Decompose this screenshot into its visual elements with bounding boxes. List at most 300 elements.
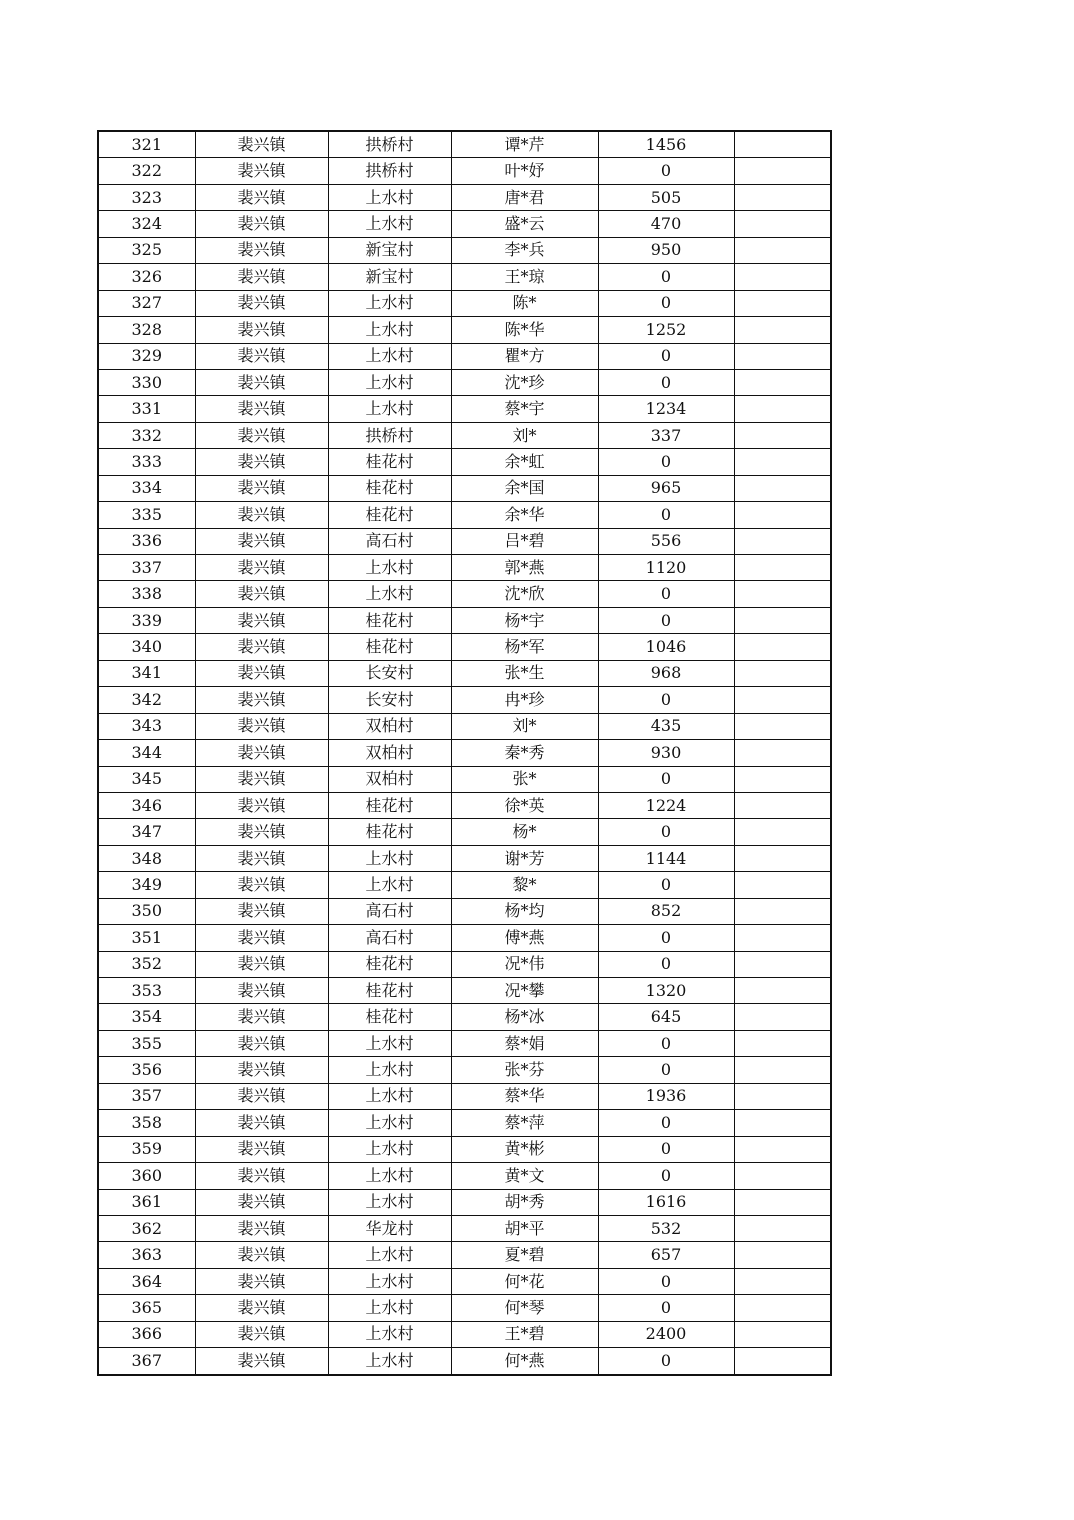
town-cell: 裴兴镇 [195, 1136, 328, 1162]
name-cell: 蔡*娟 [451, 1030, 598, 1056]
town-cell: 裴兴镇 [195, 687, 328, 713]
serial-number-cell: 360 [98, 1163, 195, 1189]
name-cell: 黄*文 [451, 1163, 598, 1189]
village-cell: 双柏村 [328, 713, 451, 739]
town-cell: 裴兴镇 [195, 290, 328, 316]
amount-cell: 0 [598, 925, 734, 951]
amount-cell: 470 [598, 211, 734, 237]
name-cell: 蔡*萍 [451, 1110, 598, 1136]
amount-cell: 0 [598, 449, 734, 475]
serial-number-cell: 353 [98, 978, 195, 1004]
name-cell: 谭*芹 [451, 131, 598, 158]
amount-cell: 2400 [598, 1321, 734, 1347]
serial-number-cell: 324 [98, 211, 195, 237]
note-cell [734, 1110, 831, 1136]
table-row [98, 1348, 831, 1375]
table-row [98, 422, 831, 448]
amount-cell: 0 [598, 1136, 734, 1162]
name-cell: 徐*英 [451, 792, 598, 818]
village-cell: 桂花村 [328, 475, 451, 501]
village-cell: 上水村 [328, 1136, 451, 1162]
amount-cell: 930 [598, 740, 734, 766]
amount-cell: 0 [598, 1110, 734, 1136]
serial-number-cell: 365 [98, 1295, 195, 1321]
table-row [98, 872, 831, 898]
serial-number-cell: 327 [98, 290, 195, 316]
name-cell: 叶*妤 [451, 158, 598, 184]
village-cell: 新宝村 [328, 237, 451, 263]
serial-number-cell: 346 [98, 792, 195, 818]
name-cell: 瞿*方 [451, 343, 598, 369]
amount-cell: 1120 [598, 555, 734, 581]
table-row [98, 158, 831, 184]
serial-number-cell: 347 [98, 819, 195, 845]
serial-number-cell: 338 [98, 581, 195, 607]
town-cell: 裴兴镇 [195, 1163, 328, 1189]
note-cell [734, 343, 831, 369]
town-cell: 裴兴镇 [195, 396, 328, 422]
serial-number-cell: 355 [98, 1030, 195, 1056]
amount-cell: 1234 [598, 396, 734, 422]
amount-cell: 0 [598, 819, 734, 845]
village-cell: 上水村 [328, 1268, 451, 1294]
serial-number-cell: 321 [98, 131, 195, 158]
village-cell: 拱桥村 [328, 422, 451, 448]
village-cell: 双柏村 [328, 766, 451, 792]
note-cell [734, 1163, 831, 1189]
note-cell [734, 978, 831, 1004]
serial-number-cell: 341 [98, 660, 195, 686]
table-row [98, 792, 831, 818]
village-cell: 桂花村 [328, 792, 451, 818]
town-cell: 裴兴镇 [195, 1321, 328, 1347]
village-cell: 高石村 [328, 925, 451, 951]
note-cell [734, 1030, 831, 1056]
village-cell: 上水村 [328, 369, 451, 395]
town-cell: 裴兴镇 [195, 740, 328, 766]
town-cell: 裴兴镇 [195, 343, 328, 369]
table-row [98, 131, 831, 158]
serial-number-cell: 332 [98, 422, 195, 448]
note-cell [734, 1295, 831, 1321]
village-cell: 桂花村 [328, 634, 451, 660]
table-row [98, 634, 831, 660]
town-cell: 裴兴镇 [195, 475, 328, 501]
note-cell [734, 1004, 831, 1030]
amount-cell: 1936 [598, 1083, 734, 1109]
table-row [98, 713, 831, 739]
name-cell: 黎* [451, 872, 598, 898]
serial-number-cell: 349 [98, 872, 195, 898]
serial-number-cell: 354 [98, 1004, 195, 1030]
note-cell [734, 237, 831, 263]
note-cell [734, 528, 831, 554]
amount-cell: 968 [598, 660, 734, 686]
amount-cell: 1320 [598, 978, 734, 1004]
town-cell: 裴兴镇 [195, 1242, 328, 1268]
town-cell: 裴兴镇 [195, 184, 328, 210]
table-row [98, 925, 831, 951]
note-cell [734, 396, 831, 422]
village-cell: 上水村 [328, 290, 451, 316]
serial-number-cell: 331 [98, 396, 195, 422]
note-cell [734, 766, 831, 792]
table-row [98, 528, 831, 554]
name-cell: 杨*宇 [451, 607, 598, 633]
serial-number-cell: 363 [98, 1242, 195, 1268]
table-row [98, 475, 831, 501]
note-cell [734, 1242, 831, 1268]
village-cell: 上水村 [328, 211, 451, 237]
name-cell: 况*伟 [451, 951, 598, 977]
name-cell: 冉*珍 [451, 687, 598, 713]
amount-cell: 505 [598, 184, 734, 210]
table-row [98, 1136, 831, 1162]
note-cell [734, 502, 831, 528]
serial-number-cell: 329 [98, 343, 195, 369]
note-cell [734, 872, 831, 898]
table-row [98, 1057, 831, 1083]
serial-number-cell: 350 [98, 898, 195, 924]
town-cell: 裴兴镇 [195, 317, 328, 343]
village-cell: 桂花村 [328, 502, 451, 528]
town-cell: 裴兴镇 [195, 792, 328, 818]
village-cell: 上水村 [328, 317, 451, 343]
town-cell: 裴兴镇 [195, 845, 328, 871]
amount-cell: 0 [598, 581, 734, 607]
village-cell: 上水村 [328, 1348, 451, 1375]
village-cell: 桂花村 [328, 449, 451, 475]
table-row [98, 264, 831, 290]
note-cell [734, 184, 831, 210]
table-row [98, 1163, 831, 1189]
town-cell: 裴兴镇 [195, 1295, 328, 1321]
note-cell [734, 158, 831, 184]
village-cell: 上水村 [328, 872, 451, 898]
serial-number-cell: 344 [98, 740, 195, 766]
village-cell: 上水村 [328, 1295, 451, 1321]
town-cell: 裴兴镇 [195, 1110, 328, 1136]
note-cell [734, 634, 831, 660]
amount-cell: 0 [598, 766, 734, 792]
serial-number-cell: 367 [98, 1348, 195, 1375]
village-cell: 上水村 [328, 555, 451, 581]
note-cell [734, 422, 831, 448]
amount-cell: 0 [598, 158, 734, 184]
table-row [98, 819, 831, 845]
town-cell: 裴兴镇 [195, 422, 328, 448]
name-cell: 张*生 [451, 660, 598, 686]
serial-number-cell: 322 [98, 158, 195, 184]
amount-cell: 1224 [598, 792, 734, 818]
note-cell [734, 819, 831, 845]
note-cell [734, 951, 831, 977]
name-cell: 李*兵 [451, 237, 598, 263]
amount-cell: 435 [598, 713, 734, 739]
name-cell: 沈*欣 [451, 581, 598, 607]
note-cell [734, 317, 831, 343]
amount-cell: 0 [598, 290, 734, 316]
table-row [98, 290, 831, 316]
serial-number-cell: 345 [98, 766, 195, 792]
amount-cell: 0 [598, 343, 734, 369]
note-cell [734, 713, 831, 739]
serial-number-cell: 330 [98, 369, 195, 395]
note-cell [734, 898, 831, 924]
serial-number-cell: 325 [98, 237, 195, 263]
serial-number-cell: 336 [98, 528, 195, 554]
amount-cell: 0 [598, 264, 734, 290]
amount-cell: 1046 [598, 634, 734, 660]
serial-number-cell: 343 [98, 713, 195, 739]
town-cell: 裴兴镇 [195, 898, 328, 924]
serial-number-cell: 340 [98, 634, 195, 660]
amount-cell: 0 [598, 1348, 734, 1375]
name-cell: 蔡*华 [451, 1083, 598, 1109]
amount-cell: 0 [598, 1030, 734, 1056]
note-cell [734, 131, 831, 158]
amount-cell: 1616 [598, 1189, 734, 1215]
note-cell [734, 1136, 831, 1162]
name-cell: 蔡*宇 [451, 396, 598, 422]
town-cell: 裴兴镇 [195, 449, 328, 475]
town-cell: 裴兴镇 [195, 660, 328, 686]
serial-number-cell: 362 [98, 1215, 195, 1241]
note-cell [734, 475, 831, 501]
table-body [98, 131, 831, 1375]
name-cell: 刘* [451, 713, 598, 739]
note-cell [734, 1268, 831, 1294]
town-cell: 裴兴镇 [195, 1189, 328, 1215]
serial-number-cell: 337 [98, 555, 195, 581]
name-cell: 王*琼 [451, 264, 598, 290]
village-cell: 上水村 [328, 1030, 451, 1056]
amount-cell: 645 [598, 1004, 734, 1030]
village-cell: 桂花村 [328, 951, 451, 977]
table-row [98, 898, 831, 924]
name-cell: 杨*冰 [451, 1004, 598, 1030]
village-cell: 上水村 [328, 1083, 451, 1109]
serial-number-cell: 334 [98, 475, 195, 501]
village-cell: 上水村 [328, 581, 451, 607]
town-cell: 裴兴镇 [195, 1268, 328, 1294]
town-cell: 裴兴镇 [195, 925, 328, 951]
village-cell: 桂花村 [328, 607, 451, 633]
amount-cell: 0 [598, 1057, 734, 1083]
town-cell: 裴兴镇 [195, 872, 328, 898]
village-cell: 桂花村 [328, 978, 451, 1004]
town-cell: 裴兴镇 [195, 502, 328, 528]
amount-cell: 556 [598, 528, 734, 554]
note-cell [734, 264, 831, 290]
village-cell: 桂花村 [328, 819, 451, 845]
name-cell: 陈*华 [451, 317, 598, 343]
name-cell: 盛*云 [451, 211, 598, 237]
serial-number-cell: 326 [98, 264, 195, 290]
amount-cell: 532 [598, 1215, 734, 1241]
amount-cell: 1456 [598, 131, 734, 158]
village-cell: 新宝村 [328, 264, 451, 290]
serial-number-cell: 342 [98, 687, 195, 713]
village-cell: 上水村 [328, 1110, 451, 1136]
town-cell: 裴兴镇 [195, 1004, 328, 1030]
town-cell: 裴兴镇 [195, 951, 328, 977]
amount-cell: 0 [598, 1295, 734, 1321]
name-cell: 郭*燕 [451, 555, 598, 581]
amount-cell: 0 [598, 369, 734, 395]
village-cell: 高石村 [328, 528, 451, 554]
serial-number-cell: 359 [98, 1136, 195, 1162]
town-cell: 裴兴镇 [195, 1057, 328, 1083]
amount-cell: 950 [598, 237, 734, 263]
serial-number-cell: 361 [98, 1189, 195, 1215]
name-cell: 秦*秀 [451, 740, 598, 766]
town-cell: 裴兴镇 [195, 555, 328, 581]
name-cell: 傅*燕 [451, 925, 598, 951]
note-cell [734, 1083, 831, 1109]
name-cell: 吕*碧 [451, 528, 598, 554]
note-cell [734, 740, 831, 766]
amount-cell: 852 [598, 898, 734, 924]
table-row [98, 1268, 831, 1294]
note-cell [734, 607, 831, 633]
table-row [98, 607, 831, 633]
table-row [98, 740, 831, 766]
village-cell: 拱桥村 [328, 158, 451, 184]
note-cell [734, 1215, 831, 1241]
serial-number-cell: 339 [98, 607, 195, 633]
town-cell: 裴兴镇 [195, 607, 328, 633]
amount-cell: 0 [598, 502, 734, 528]
serial-number-cell: 358 [98, 1110, 195, 1136]
serial-number-cell: 364 [98, 1268, 195, 1294]
note-cell [734, 555, 831, 581]
table-row [98, 1004, 831, 1030]
table-row [98, 502, 831, 528]
note-cell [734, 845, 831, 871]
town-cell: 裴兴镇 [195, 713, 328, 739]
table-row [98, 1189, 831, 1215]
serial-number-cell: 323 [98, 184, 195, 210]
amount-cell: 1144 [598, 845, 734, 871]
village-cell: 拱桥村 [328, 131, 451, 158]
name-cell: 谢*芳 [451, 845, 598, 871]
town-cell: 裴兴镇 [195, 528, 328, 554]
table-row [98, 1215, 831, 1241]
name-cell: 余*虹 [451, 449, 598, 475]
village-cell: 上水村 [328, 1242, 451, 1268]
table-row [98, 555, 831, 581]
name-cell: 沈*珍 [451, 369, 598, 395]
note-cell [734, 792, 831, 818]
town-cell: 裴兴镇 [195, 131, 328, 158]
village-cell: 上水村 [328, 184, 451, 210]
table-row [98, 1321, 831, 1347]
name-cell: 黄*彬 [451, 1136, 598, 1162]
note-cell [734, 1348, 831, 1375]
serial-number-cell: 357 [98, 1083, 195, 1109]
note-cell [734, 660, 831, 686]
table-row [98, 449, 831, 475]
table-row [98, 369, 831, 395]
village-cell: 上水村 [328, 845, 451, 871]
village-cell: 长安村 [328, 687, 451, 713]
amount-cell: 0 [598, 872, 734, 898]
serial-number-cell: 333 [98, 449, 195, 475]
name-cell: 何*花 [451, 1268, 598, 1294]
table-row [98, 237, 831, 263]
table-row [98, 845, 831, 871]
name-cell: 王*碧 [451, 1321, 598, 1347]
note-cell [734, 369, 831, 395]
village-cell: 上水村 [328, 1189, 451, 1215]
name-cell: 刘* [451, 422, 598, 448]
serial-number-cell: 335 [98, 502, 195, 528]
village-cell: 上水村 [328, 396, 451, 422]
town-cell: 裴兴镇 [195, 581, 328, 607]
amount-cell: 1252 [598, 317, 734, 343]
note-cell [734, 449, 831, 475]
town-cell: 裴兴镇 [195, 1215, 328, 1241]
name-cell: 张*芬 [451, 1057, 598, 1083]
serial-number-cell: 352 [98, 951, 195, 977]
amount-cell: 337 [598, 422, 734, 448]
table-row [98, 581, 831, 607]
town-cell: 裴兴镇 [195, 369, 328, 395]
name-cell: 何*琴 [451, 1295, 598, 1321]
town-cell: 裴兴镇 [195, 978, 328, 1004]
table-row [98, 660, 831, 686]
name-cell: 陈* [451, 290, 598, 316]
town-cell: 裴兴镇 [195, 1030, 328, 1056]
table-row [98, 317, 831, 343]
note-cell [734, 1321, 831, 1347]
name-cell: 杨* [451, 819, 598, 845]
note-cell [734, 687, 831, 713]
table-row [98, 1030, 831, 1056]
table-row [98, 978, 831, 1004]
name-cell: 余*华 [451, 502, 598, 528]
village-cell: 双柏村 [328, 740, 451, 766]
town-cell: 裴兴镇 [195, 766, 328, 792]
town-cell: 裴兴镇 [195, 237, 328, 263]
note-cell [734, 290, 831, 316]
serial-number-cell: 348 [98, 845, 195, 871]
village-cell: 华龙村 [328, 1215, 451, 1241]
amount-cell: 0 [598, 607, 734, 633]
table-row [98, 1083, 831, 1109]
data-table [97, 130, 832, 1376]
name-cell: 张* [451, 766, 598, 792]
village-cell: 上水村 [328, 1057, 451, 1083]
note-cell [734, 211, 831, 237]
village-cell: 上水村 [328, 343, 451, 369]
town-cell: 裴兴镇 [195, 819, 328, 845]
amount-cell: 965 [598, 475, 734, 501]
serial-number-cell: 356 [98, 1057, 195, 1083]
village-cell: 上水村 [328, 1321, 451, 1347]
note-cell [734, 925, 831, 951]
table-row [98, 687, 831, 713]
table-row [98, 396, 831, 422]
village-cell: 高石村 [328, 898, 451, 924]
name-cell: 杨*军 [451, 634, 598, 660]
town-cell: 裴兴镇 [195, 634, 328, 660]
table-row [98, 1295, 831, 1321]
name-cell: 况*攀 [451, 978, 598, 1004]
serial-number-cell: 328 [98, 317, 195, 343]
note-cell [734, 1189, 831, 1215]
